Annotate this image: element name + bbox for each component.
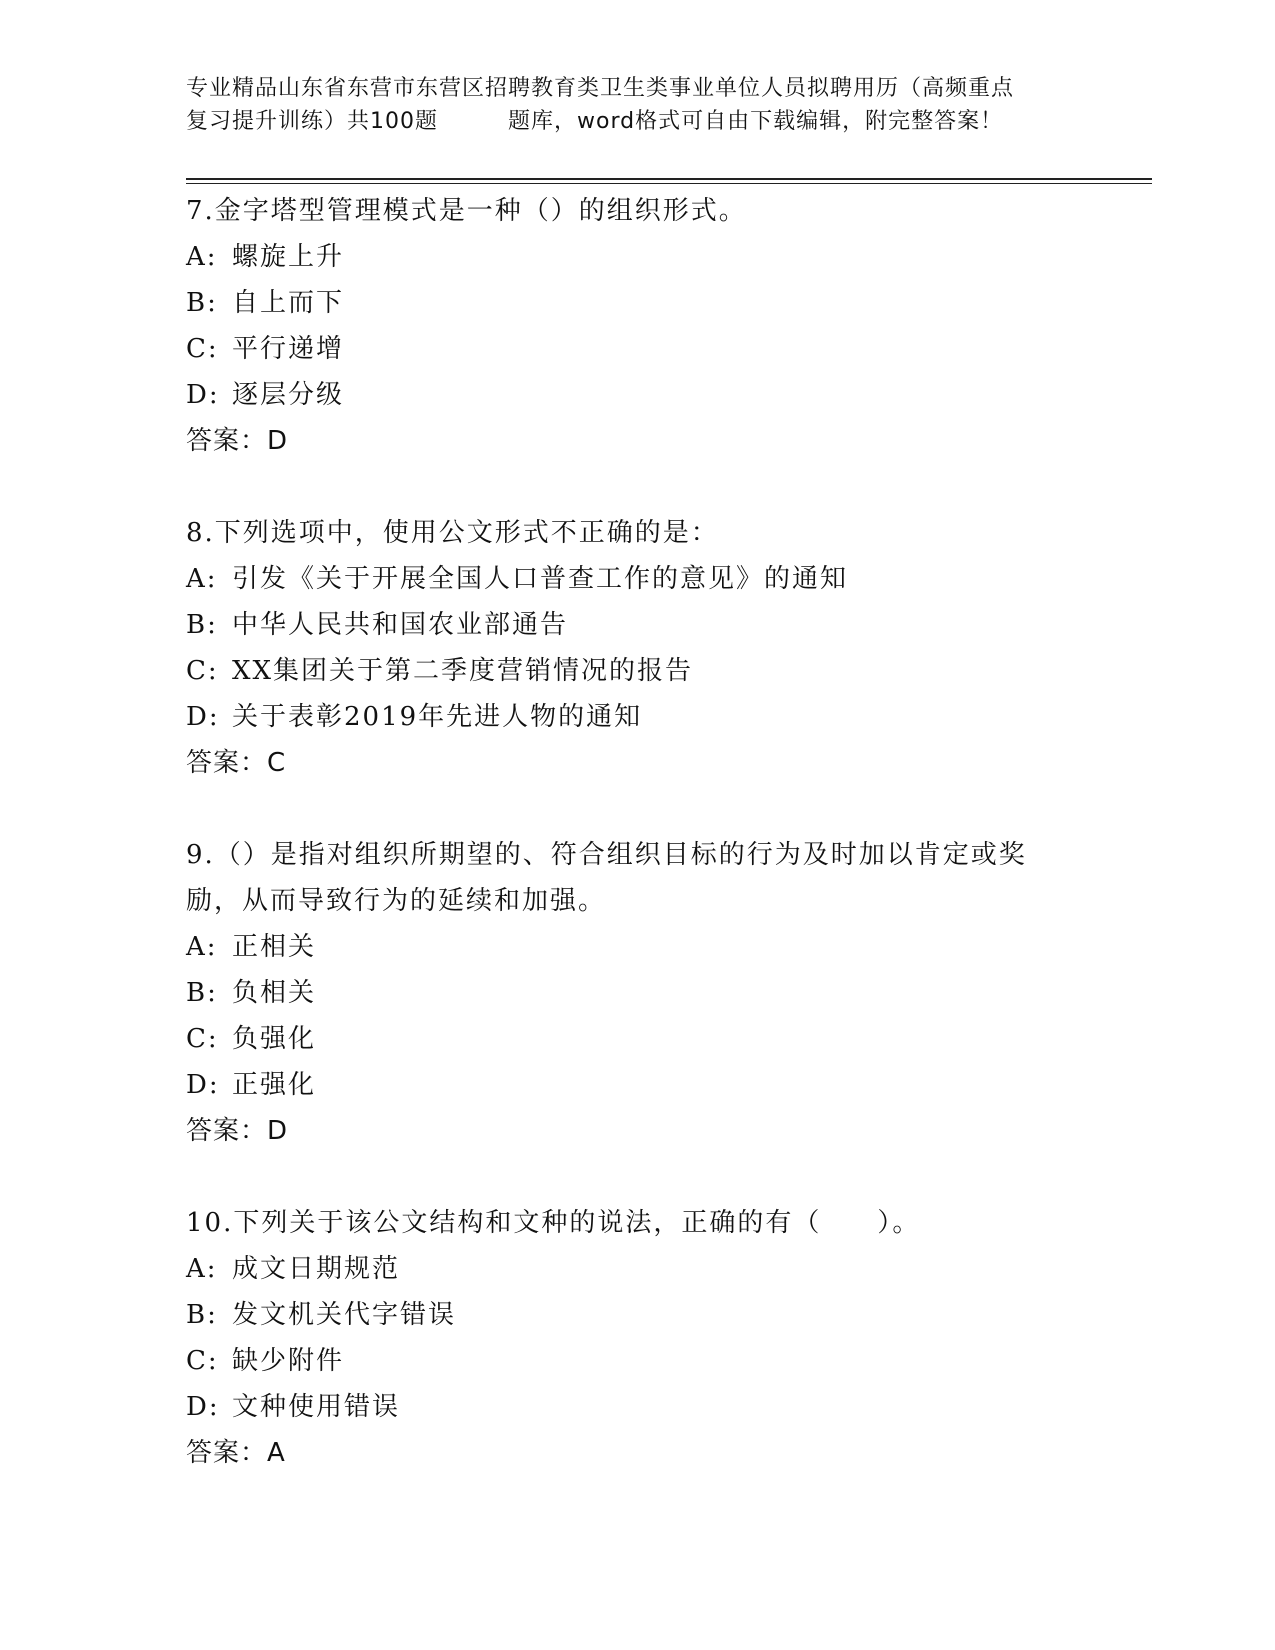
question-list <box>186 188 1146 1522</box>
question-text: 7.金字塔型管理模式是一种（）的组织形式。 <box>186 196 747 226</box>
question-text: 9.（）是指对组织所期望的、符合组织目标的行为及时加以肯定或奖励，从而导致行为的延续和加强。 <box>186 840 1027 916</box>
option-d <box>186 372 1146 418</box>
option-d <box>186 1062 1146 1108</box>
header-divider-thin <box>186 183 1152 184</box>
option-c <box>186 648 1146 694</box>
question-9 <box>186 832 1146 1154</box>
option-text: 文种使用错误 <box>232 1392 401 1422</box>
option-a <box>186 556 1146 602</box>
option-text: 引发《关于开展全国人口普查工作的意见》的通知 <box>232 564 849 594</box>
header-divider-thick <box>186 178 1152 180</box>
option-text: XX集团关于第二季度营销情况的报告 <box>232 656 694 686</box>
option-text: 关于表彰2019年先进人物的通知 <box>232 702 643 732</box>
option-text: 中华人民共和国农业部通告 <box>232 610 569 640</box>
option-a <box>186 924 1146 970</box>
option-letter: A: <box>186 1254 218 1284</box>
option-text: 正强化 <box>232 1070 317 1100</box>
question-text: 10.下列关于该公文结构和文种的说法，正确的有（ ）。 <box>186 1208 921 1238</box>
option-text: 螺旋上升 <box>232 242 345 272</box>
option-letter: D: <box>186 380 220 410</box>
option-a <box>186 234 1146 280</box>
option-letter: C: <box>186 1024 219 1054</box>
option-a <box>186 1246 1146 1292</box>
option-b <box>186 280 1146 326</box>
answer: 答案：D <box>186 426 289 456</box>
option-text: 自上而下 <box>232 288 345 318</box>
header-line-2-left: 复习提升训练）共100题 <box>186 109 438 134</box>
option-text: 缺少附件 <box>232 1346 345 1376</box>
option-text: 发文机关代字错误 <box>232 1300 457 1330</box>
option-c <box>186 1016 1146 1062</box>
option-c <box>186 326 1146 372</box>
option-letter: B: <box>186 1300 218 1330</box>
option-b <box>186 602 1146 648</box>
header-line-2 <box>186 105 1086 138</box>
option-d <box>186 1384 1146 1430</box>
answer: 答案：D <box>186 1116 289 1146</box>
option-c <box>186 1338 1146 1384</box>
option-letter: B: <box>186 288 218 318</box>
option-letter: D: <box>186 1392 220 1422</box>
question-7 <box>186 188 1146 464</box>
option-letter: B: <box>186 978 218 1008</box>
question-10 <box>186 1200 1146 1476</box>
option-text: 正相关 <box>232 932 317 962</box>
question-text: 8.下列选项中，使用公文形式不正确的是： <box>186 518 719 548</box>
option-letter: B: <box>186 610 218 640</box>
option-letter: C: <box>186 334 219 364</box>
header-line-1: 专业精品山东省东营市东营区招聘教育类卫生类事业单位人员拟聘用历（高频重点 <box>186 76 1015 101</box>
option-letter: D: <box>186 1070 220 1100</box>
option-text: 逐层分级 <box>232 380 345 410</box>
answer: 答案：A <box>186 1438 286 1468</box>
option-text: 平行递增 <box>232 334 345 364</box>
option-letter: A: <box>186 564 218 594</box>
option-text: 成文日期规范 <box>232 1254 401 1284</box>
option-b <box>186 1292 1146 1338</box>
option-letter: C: <box>186 656 219 686</box>
document-header <box>186 72 1086 138</box>
option-letter: A: <box>186 242 218 272</box>
header-line-2-right: 题库，word格式可自由下载编辑，附完整答案！ <box>508 109 1004 134</box>
option-b <box>186 970 1146 1016</box>
option-text: 负相关 <box>232 978 317 1008</box>
option-d <box>186 694 1146 740</box>
question-8 <box>186 510 1146 786</box>
option-letter: A: <box>186 932 218 962</box>
answer: 答案：C <box>186 748 287 778</box>
option-letter: C: <box>186 1346 219 1376</box>
option-text: 负强化 <box>232 1024 317 1054</box>
option-letter: D: <box>186 702 220 732</box>
